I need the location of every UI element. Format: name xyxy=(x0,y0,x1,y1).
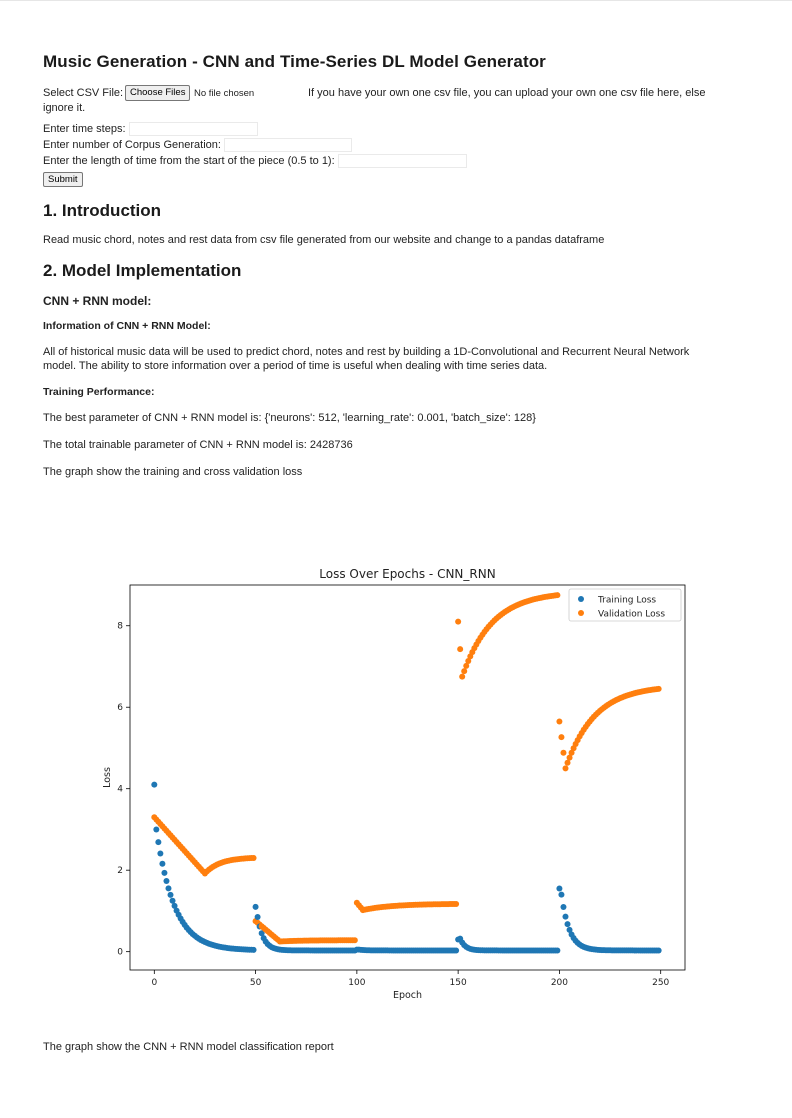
choose-files-button[interactable]: Choose Files xyxy=(125,85,190,101)
intro-text: Read music chord, notes and rest data from csv file generated from our website and change to a pandas dataframe xyxy=(43,234,605,246)
best-param-text: The best parameter of CNN + RNN model is: {'neurons': 512, 'learning_rate': 0.001, 'batch_size': 128} xyxy=(43,412,536,424)
training-loss-point xyxy=(558,892,564,898)
x-axis-label: Epoch xyxy=(392,990,423,1001)
training-loss-point xyxy=(165,885,171,891)
file-upload-note-wrap: ignore it. xyxy=(43,102,86,114)
training-loss-point xyxy=(168,892,174,898)
y-tick-label: 2 xyxy=(117,866,123,877)
model-heading: 2. Model Implementation xyxy=(43,261,242,280)
validation-loss-point xyxy=(352,937,358,943)
training-loss-point xyxy=(562,914,568,920)
validation-loss-point xyxy=(457,646,463,652)
training-loss-point xyxy=(554,947,560,953)
intro-heading: 1. Introduction xyxy=(43,201,162,220)
training-loss-point xyxy=(253,904,259,910)
training-loss-point xyxy=(170,898,176,904)
time-steps-row xyxy=(43,121,753,137)
model-subheading: CNN + RNN model: xyxy=(43,294,152,308)
length-label: Enter the length of time from the start of the piece (0.5 to 1): xyxy=(43,155,335,167)
x-tick-label: 250 xyxy=(652,978,670,988)
validation-loss-point xyxy=(560,750,566,756)
validation-loss-point xyxy=(554,592,560,598)
training-loss-point xyxy=(560,904,566,910)
top-divider xyxy=(0,0,792,1)
training-loss-point xyxy=(159,861,165,867)
legend-label: Validation Loss xyxy=(598,609,666,620)
training-loss-point xyxy=(161,870,167,876)
training-loss-point xyxy=(453,947,459,953)
training-loss-point xyxy=(157,851,163,857)
corpus-row xyxy=(43,137,753,153)
validation-loss-point xyxy=(558,734,564,740)
training-loss-point xyxy=(556,886,562,892)
file-status: No file chosen xyxy=(194,88,255,99)
validation-loss-point xyxy=(565,760,571,766)
legend-label: Training Loss xyxy=(598,595,657,606)
corpus-label: Enter number of Corpus Generation: xyxy=(43,139,221,151)
graph-caption: The graph show the training and cross validation loss xyxy=(43,466,303,478)
y-tick-label: 0 xyxy=(117,947,123,958)
x-tick-label: 50 xyxy=(249,978,262,988)
training-loss-point xyxy=(155,839,161,845)
training-loss-point xyxy=(163,878,169,884)
training-loss-point xyxy=(656,947,662,953)
model-info-text: All of historical music data will be used to predict chord, notes and rest by building a 1D-Convolutional and Recurrent Neural Network model. The ability to store information over a period of time is useful when dealing with time series data. xyxy=(43,346,690,372)
x-tick-label: 200 xyxy=(550,978,569,988)
validation-loss-point xyxy=(562,765,568,771)
model-info-heading: Information of CNN + RNN Model: xyxy=(43,320,211,332)
page-content xyxy=(43,52,753,479)
training-loss-point xyxy=(151,782,157,788)
time-steps-input[interactable] xyxy=(129,122,258,136)
submit-button[interactable]: Submit xyxy=(43,172,83,187)
y-tick-label: 6 xyxy=(117,703,123,714)
training-loss-point xyxy=(251,947,257,953)
training-loss-point xyxy=(153,826,159,832)
file-upload-label: Select CSV File: xyxy=(43,87,124,99)
y-tick-label: 4 xyxy=(117,784,123,795)
y-axis-label: Loss xyxy=(102,767,113,788)
x-tick-label: 100 xyxy=(348,978,366,988)
length-row xyxy=(43,153,753,169)
legend-marker xyxy=(578,610,584,616)
chart-title: Loss Over Epochs - CNN_RNN xyxy=(319,567,496,581)
page-title: Music Generation - CNN and Time-Series DL Model Generator xyxy=(43,52,546,71)
validation-loss-point xyxy=(453,901,459,907)
legend-marker xyxy=(578,596,584,602)
file-upload-row xyxy=(43,85,753,113)
validation-loss-point xyxy=(455,619,461,625)
validation-loss-point xyxy=(459,674,465,680)
loss-chart xyxy=(95,560,695,1010)
report-caption: The graph show the CNN + RNN model classification report xyxy=(43,1041,334,1053)
training-loss-point xyxy=(565,921,571,927)
training-heading: Training Performance: xyxy=(43,386,155,398)
validation-loss-point xyxy=(556,718,562,724)
trainable-param-text: The total trainable parameter of CNN + RNN model is: 2428736 xyxy=(43,439,353,451)
validation-loss-point xyxy=(461,668,467,674)
validation-loss-point xyxy=(251,855,257,861)
file-upload-note: If you have your own one csv file, you can upload your own one csv file here, else xyxy=(308,87,706,99)
x-tick-label: 150 xyxy=(449,978,467,988)
x-tick-label: 0 xyxy=(151,978,158,988)
corpus-input[interactable] xyxy=(224,138,352,152)
loss-chart-svg xyxy=(95,560,695,1010)
training-loss-point xyxy=(255,914,261,920)
length-input[interactable] xyxy=(338,154,467,168)
validation-loss-point xyxy=(656,686,662,692)
y-tick-label: 8 xyxy=(117,621,123,632)
time-steps-label: Enter time steps: xyxy=(43,123,126,135)
plot-frame xyxy=(130,585,685,970)
